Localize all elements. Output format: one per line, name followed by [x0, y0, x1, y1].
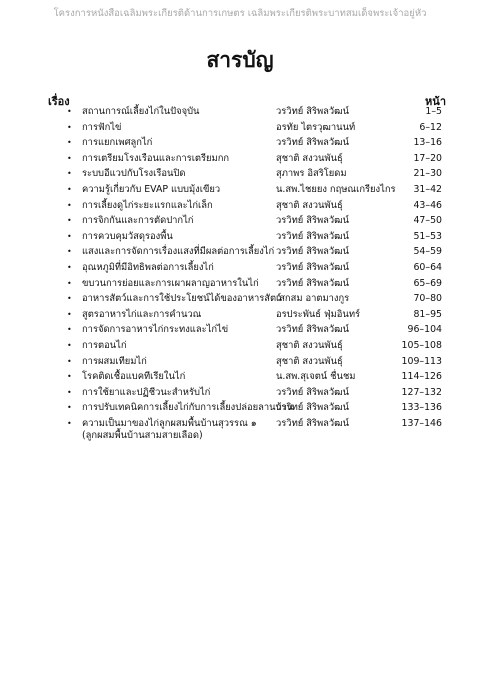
toc-pages: 60–64	[413, 261, 442, 273]
toc-topic: การปรับเทคนิคการเลี้ยงไก่กับการเลี้ยงปล่อยลานบ้าน	[82, 402, 294, 414]
toc-entry	[0, 354, 480, 370]
bullet-icon: •	[67, 294, 72, 304]
toc-pages: 81–95	[413, 308, 442, 320]
toc-topic: การจิกกันและการตัดปากไก่	[82, 215, 194, 227]
toc-author: วรวิทย์ สิริพลวัฒน์	[276, 261, 350, 273]
toc-entry	[0, 135, 480, 151]
toc-pages: 31–42	[413, 183, 442, 195]
bullet-icon: •	[67, 200, 72, 210]
toc-topic: ขบวนการย่อยและการเผาผลาญอาหารในไก่	[82, 277, 259, 289]
toc-entry	[0, 182, 480, 198]
toc-author: วรวิทย์ สิริพลวัฒน์	[276, 246, 350, 258]
column-heading-page: หน้า	[425, 95, 446, 108]
bullet-icon: •	[67, 262, 72, 272]
toc-topic: อุณหภูมิที่มีอิทธิพลต่อการเลี้ยงไก่	[82, 261, 214, 273]
toc-topic: ความรู้เกี่ยวกับ EVAP แบบมุ้งเขียว	[82, 183, 221, 195]
bullet-icon: •	[67, 122, 72, 132]
column-heading-topic: เรื่อง	[48, 95, 70, 108]
toc-entry	[0, 291, 480, 307]
toc-author: สุชาติ สงวนพันธุ์	[276, 199, 343, 211]
toc-pages: 1–5	[425, 106, 442, 117]
toc-topic: สถานการณ์เลี้ยงไก่ในปัจจุบัน	[82, 106, 200, 117]
bullet-icon: •	[67, 356, 72, 366]
page-title: สารบัญ	[206, 48, 274, 72]
toc-pages: 114–126	[401, 371, 442, 383]
toc-author: วรวิทย์ สิริพลวัฒน์	[276, 215, 350, 227]
bullet-icon: •	[67, 278, 72, 288]
toc-author: สุชาติ สงวนพันธุ์	[276, 339, 343, 351]
toc-pages: 54–59	[413, 246, 442, 258]
toc-topic: โรคติดเชื้อแบคทีเรียในไก่	[82, 371, 186, 383]
bullet-icon: •	[67, 325, 72, 335]
toc-entry	[0, 104, 480, 120]
toc-topic: การจัดการอาหารไก่กระทงและไก่ไข่	[82, 324, 229, 336]
bullet-icon: •	[67, 138, 72, 148]
toc-author: เสกสม อาตมางกูร	[276, 293, 350, 305]
toc-pages: 51–53	[413, 230, 442, 242]
toc-entry	[0, 120, 480, 136]
toc-author: วรวิทย์ สิริพลวัฒน์	[276, 137, 350, 149]
toc-topic: การผสมเทียมไก่	[82, 355, 147, 367]
toc-author: อรทัย ไตรวุฒานนท์	[276, 121, 356, 133]
toc-pages: 6–12	[419, 121, 442, 133]
toc-pages: 133–136	[401, 402, 442, 414]
toc-author: วรวิทย์ สิริพลวัฒน์	[276, 417, 350, 429]
toc-entry	[0, 369, 480, 385]
bullet-icon: •	[67, 403, 72, 413]
toc-author: สุภาพร อิสริโยดม	[276, 168, 347, 180]
toc-topic: การแยกเพศลูกไก่	[82, 137, 153, 149]
bullet-icon: •	[67, 372, 72, 382]
toc-author: วรวิทย์ สิริพลวัฒน์	[276, 402, 350, 414]
toc-entry	[0, 276, 480, 292]
toc-entry	[0, 151, 480, 167]
bullet-icon: •	[67, 387, 72, 397]
toc-author: น.สพ.ไชยยง กฤษณเกรียงไกร	[276, 183, 396, 195]
toc-entry	[0, 307, 480, 323]
toc-pages: 127–132	[401, 386, 442, 398]
toc-topic-continuation: (ลูกผสมพื้นบ้านสามสายเลือด)	[82, 429, 203, 441]
toc-pages: 47–50	[413, 215, 442, 227]
toc-topic: แสงและการจัดการเรื่องแสงที่มีผลต่อการเลี้ยงไก่	[82, 246, 275, 258]
toc-topic: สูตรอาหารไก่และการคำนวณ	[82, 308, 202, 320]
bullet-icon: •	[67, 169, 72, 179]
toc-pages: 13–16	[413, 137, 442, 149]
toc-entry	[0, 166, 480, 182]
toc-topic: การควบคุมวัสดุรองพื้น	[82, 230, 173, 242]
toc-pages: 21–30	[413, 168, 442, 180]
toc-entry	[0, 213, 480, 229]
bullet-icon: •	[67, 309, 72, 319]
toc-entry	[0, 400, 480, 416]
toc-pages: 96–104	[407, 324, 442, 336]
toc-topic: การเลี้ยงดูไก่ระยะแรกและไก่เล็ก	[82, 199, 213, 211]
toc-entry	[0, 338, 480, 354]
toc-author: วรวิทย์ สิริพลวัฒน์	[276, 386, 350, 398]
toc-entry	[0, 322, 480, 338]
toc-topic: การใช้ยาและปฏิชีวนะสำหรับไก่	[82, 386, 211, 398]
toc-author: วรวิทย์ สิริพลวัฒน์	[276, 324, 350, 336]
bullet-icon: •	[67, 231, 72, 241]
toc-topic: อาหารสัตว์และการใช้ประโยชน์ได้ของอาหารสัตว์	[82, 293, 282, 305]
toc-pages: 105–108	[401, 339, 442, 351]
toc-topic: การตอนไก่	[82, 339, 127, 351]
toc-pages: 109–113	[401, 355, 442, 367]
toc-pages: 17–20	[413, 152, 442, 164]
toc-author: สุชาติ สงวนพันธุ์	[276, 152, 343, 164]
toc-author: วรวิทย์ สิริพลวัฒน์	[276, 277, 350, 289]
toc-author: อรประพันธ์ ฟุ่มอินทร์	[276, 308, 361, 320]
toc-topic: ระบบอีแวปกับโรงเรือนปิด	[82, 168, 186, 180]
bullet-icon: •	[67, 153, 72, 163]
bullet-icon: •	[67, 418, 72, 428]
toc-author: วรวิทย์ สิริพลวัฒน์	[276, 106, 350, 117]
toc-topic: ความเป็นมาของไก่ลูกผสมพื้นบ้านสุวรรณ ๑	[82, 417, 257, 429]
toc-entry	[0, 244, 480, 260]
toc-pages: 137–146	[401, 417, 442, 429]
toc-entry	[0, 229, 480, 245]
toc-pages: 43–46	[413, 199, 442, 211]
toc-pages: 65–69	[413, 277, 442, 289]
bullet-icon: •	[67, 247, 72, 257]
bullet-icon: •	[67, 184, 72, 194]
toc-entry	[0, 385, 480, 401]
bullet-icon: •	[67, 216, 72, 226]
toc-author: สุชาติ สงวนพันธุ์	[276, 355, 343, 367]
toc-topic: การฟักไข่	[82, 121, 122, 133]
toc-author: วรวิทย์ สิริพลวัฒน์	[276, 230, 350, 242]
table-of-contents	[0, 104, 480, 443]
running-header: โครงการหนังสือเฉลิมพระเกียรติด้านการเกษตร เฉลิมพระเกียรติพระบาทสมเด็จพระเจ้าอยู่หัว	[53, 8, 427, 19]
toc-entry	[0, 416, 480, 443]
toc-pages: 70–80	[413, 293, 442, 305]
toc-author: น.สพ.สุเจตน์ ชื่นชม	[276, 371, 356, 383]
toc-entry	[0, 260, 480, 276]
toc-topic: การเตรียมโรงเรือนและการเตรียมกก	[82, 152, 230, 164]
bullet-icon: •	[67, 340, 72, 350]
toc-entry	[0, 198, 480, 214]
bullet-icon: •	[67, 107, 72, 116]
